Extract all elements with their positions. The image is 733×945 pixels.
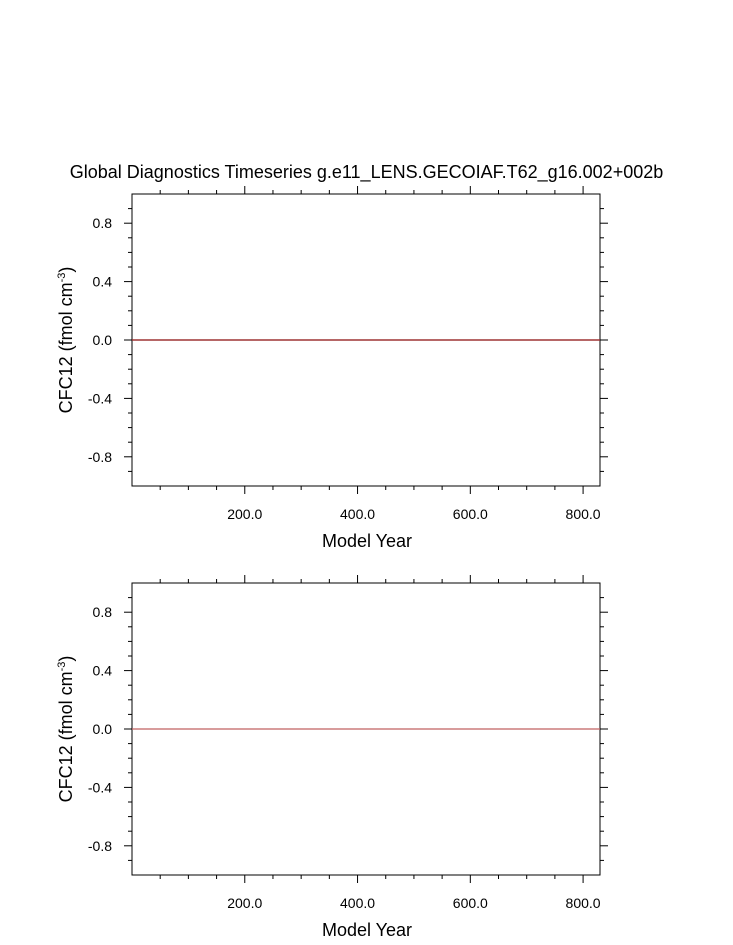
y-tick-label: 0.0 <box>92 721 112 737</box>
y-axis-label-main: CFC12 (fmol cm <box>56 671 76 803</box>
y-axis-label-main: CFC12 (fmol cm <box>56 282 76 414</box>
x-axis-label: Model Year <box>321 531 413 551</box>
x-tick-label: 400.0 <box>340 506 376 522</box>
chart-panel-1 <box>56 186 608 551</box>
y-axis-label-sup: -3 <box>56 272 68 283</box>
y-axis-label <box>56 656 76 803</box>
x-tick-label: 600.0 <box>452 895 488 911</box>
x-tick-label: 400.0 <box>340 895 376 911</box>
x-tick-label: 800.0 <box>565 506 601 522</box>
chart-panel-2 <box>56 575 608 940</box>
y-tick-label: 0.8 <box>92 604 112 621</box>
y-tick-label: -0.4 <box>87 390 112 407</box>
y-axis-label-sup: -3 <box>56 661 68 672</box>
y-tick-label: 0.4 <box>92 273 112 290</box>
y-tick-label: -0.4 <box>87 779 112 796</box>
y-axis-label-close: ) <box>56 655 76 662</box>
y-tick-label: 0.4 <box>92 662 112 679</box>
y-axis-label-close: ) <box>56 266 76 273</box>
x-tick-label: 800.0 <box>565 895 601 911</box>
y-tick-label: 0.0 <box>92 332 112 348</box>
y-tick-label: 0.8 <box>92 215 112 232</box>
page-title: Global Diagnostics Timeseries g.e11_LENS.GECOIAF.T62_g16.002+002b <box>69 162 664 182</box>
x-tick-label: 200.0 <box>227 895 263 911</box>
y-tick-label: -0.8 <box>87 837 112 854</box>
x-axis-label: Model Year <box>321 920 413 940</box>
x-tick-label: 600.0 <box>452 506 488 522</box>
y-axis-label <box>56 267 76 414</box>
y-tick-label: -0.8 <box>87 448 112 465</box>
x-tick-label: 200.0 <box>227 506 263 522</box>
